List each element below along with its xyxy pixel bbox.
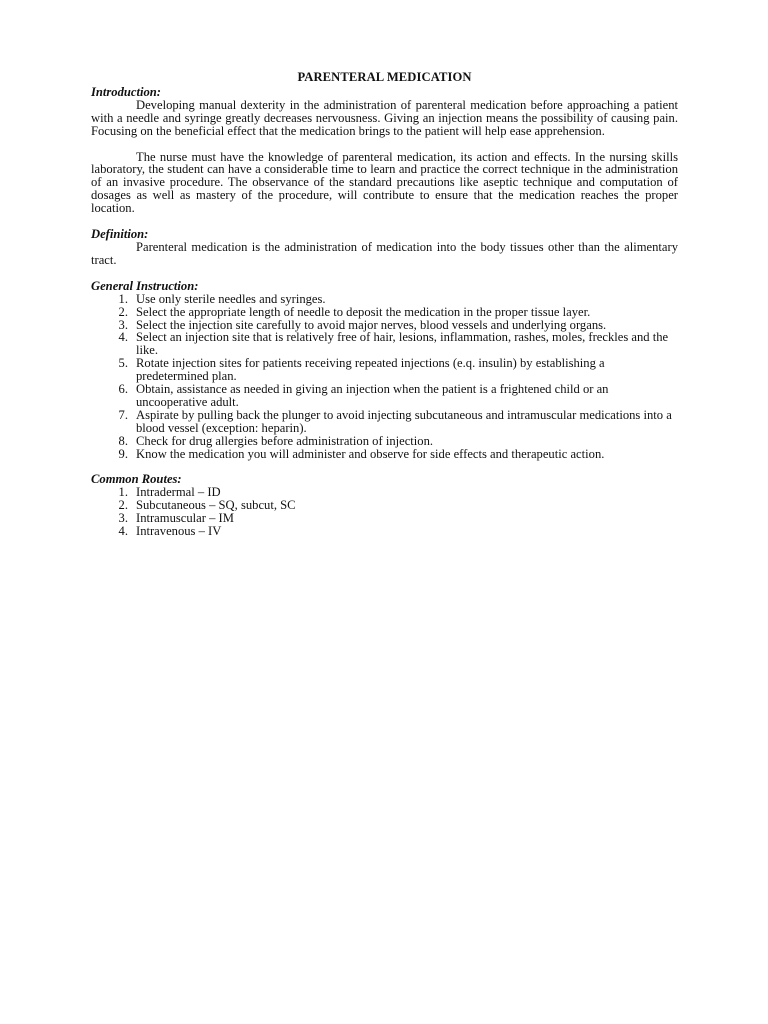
list-item-text: Intramuscular – IM [136,511,234,526]
list-item-text: Obtain, assistance as needed in giving an injection when the patient is a frightened child or an uncooperative adult. [136,382,609,409]
spacer [91,215,678,228]
list-item-number: 8. [118,433,128,448]
list-item-text: Select the injection site carefully to avoid major nerves, blood vessels and underlying organs. [136,317,607,332]
spacer [91,138,678,151]
list-item [118,446,678,461]
list-item-number: 2. [118,304,128,319]
list-item-number: 3. [118,511,128,526]
list-item [118,524,678,539]
list-item-text: Check for drug allergies before administration of injection. [136,433,434,448]
spacer [91,267,678,280]
list-item-text: Intravenous – IV [136,524,222,539]
list-item-text: Know the medication you will administer and observe for side effects and therapeutic action. [136,446,605,461]
list-item-number: 4. [118,524,128,539]
definition-paragraph: Parenteral medication is the administration of medication into the body tissues other than the alimentary tract. [91,239,678,267]
list-item [118,330,678,358]
list-item [118,407,678,435]
definition-heading: Definition: [91,227,149,242]
list-item-number: 7. [118,407,128,422]
list-item-number: 6. [118,382,128,397]
introduction-paragraph-2: The nurse must have the knowledge of parenteral medication, its action and effects. In the nursing skills laboratory, the student can have a considerable time to learn and practice the correct technique in the administration of an invasive procedure. The observance of the standard precautions like aseptic technique and computation of dosages as well as mastery of the procedure, will contribute to ensure that the medication reaches the proper location. [91,149,678,216]
list-item-text: Subcutaneous – SQ, subcut, SC [136,498,296,513]
list-item-number: 9. [118,446,128,461]
list-item-text: Select the appropriate length of needle to deposit the medication in the proper tissue layer. [136,304,591,319]
common-routes-list [91,486,678,538]
general-instruction-list [91,293,678,461]
list-item-number: 2. [118,498,128,513]
introduction-paragraph-1: Developing manual dexterity in the administration of parenteral medication before approaching a patient with a needle and syringe greatly decreases nervousness. Giving an injection means the possibility of causing pain. Focusing on the beneficial effect that the medication brings to the patient will help ease apprehension. [91,97,678,138]
list-item-number: 1. [118,291,128,306]
list-item-number: 1. [118,485,128,500]
list-item-number: 3. [118,317,128,332]
list-item-text: Intradermal – ID [136,485,221,500]
list-item-number: 4. [118,330,128,345]
list-item [118,356,678,384]
list-item-text: Rotate injection sites for patients receiving repeated injections (e.q. insulin) by establishing a predetermined plan. [136,356,605,384]
list-item-number: 5. [118,356,128,371]
list-item [118,382,678,409]
list-item-text: Select an injection site that is relatively free of hair, lesions, inflammation, rashes, moles, freckles and the like. [136,330,669,358]
introduction-heading: Introduction: [91,84,161,99]
general-instruction-heading: General Instruction: [91,278,199,293]
document-title: PARENTERAL MEDICATION [297,70,472,84]
document-page [91,71,678,538]
list-item-text: Aspirate by pulling back the plunger to avoid injecting subcutaneous and intramuscular medications into a blood vessel (exception: heparin). [136,407,672,435]
common-routes-heading: Common Routes: [91,472,182,487]
list-item-text: Use only sterile needles and syringes. [136,291,326,306]
